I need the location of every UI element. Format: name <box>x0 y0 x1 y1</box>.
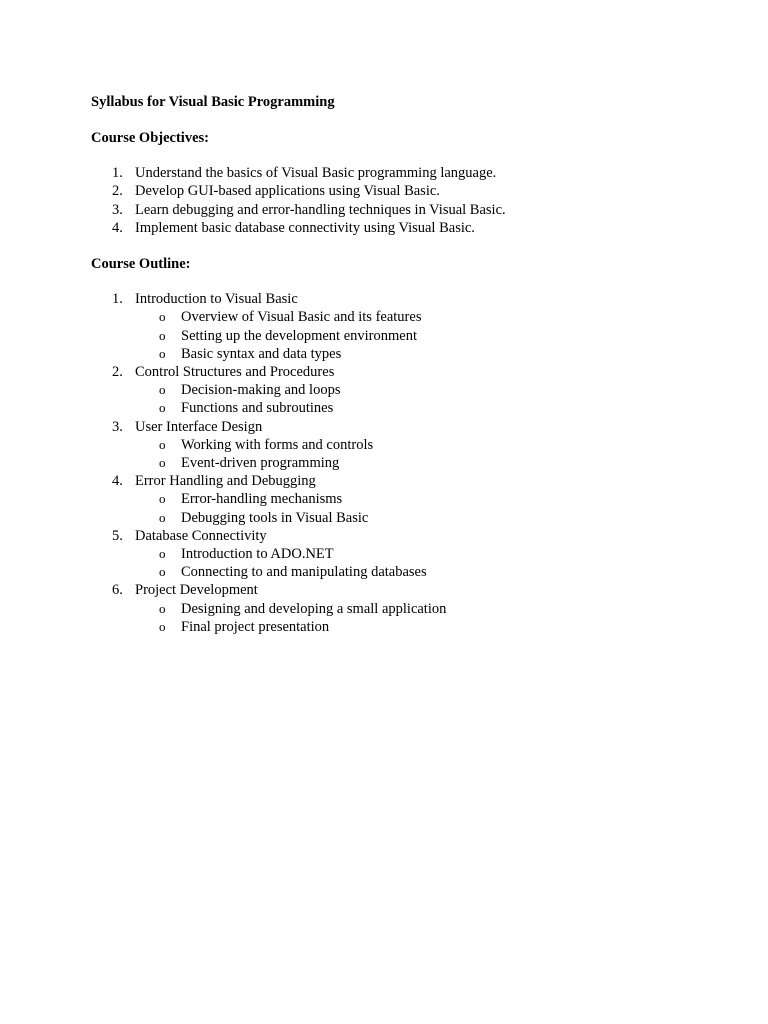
sub-item <box>135 618 711 636</box>
item-text: Develop GUI-based applications using Visual Basic. <box>135 183 440 200</box>
bullet-marker: o <box>159 491 166 507</box>
bullet-marker: o <box>159 436 166 452</box>
sub-list <box>135 600 711 636</box>
sub-item-text: Basic syntax and data types <box>181 345 342 362</box>
sub-list <box>135 381 711 417</box>
sub-item <box>135 509 711 527</box>
bullet-marker: o <box>159 564 166 580</box>
sub-list <box>135 490 711 526</box>
sub-item-text: Event-driven programming <box>181 455 340 472</box>
objectives-heading: Course Objectives: <box>91 129 209 146</box>
sub-item-text: Error-handling mechanisms <box>181 491 343 508</box>
outline-heading: Course Outline: <box>91 255 191 272</box>
item-text: Introduction to Visual Basic <box>135 291 298 308</box>
bullet-marker: o <box>159 382 166 398</box>
bullet-marker: o <box>159 546 166 562</box>
objective-item <box>91 182 711 200</box>
bullet-marker: o <box>159 455 166 471</box>
bullet-marker: o <box>159 400 166 416</box>
sub-item <box>135 545 711 563</box>
item-number: 1. <box>112 165 123 182</box>
item-text: Control Structures and Procedures <box>135 364 335 380</box>
item-number: 3. <box>112 201 123 218</box>
sub-item <box>135 381 711 399</box>
objectives-list <box>91 164 711 237</box>
sub-item-text: Connecting to and manipulating databases <box>181 564 427 581</box>
outline-list <box>91 290 711 636</box>
item-number: 4. <box>112 219 123 236</box>
item-number: 5. <box>112 527 123 544</box>
bullet-marker: o <box>159 327 166 343</box>
item-number: 6. <box>112 582 123 599</box>
sub-item <box>135 600 711 618</box>
sub-list <box>135 545 711 581</box>
sub-item-text: Debugging tools in Visual Basic <box>181 509 369 526</box>
bullet-marker: o <box>159 618 166 634</box>
objective-item <box>91 219 711 237</box>
item-number: 1. <box>112 291 123 308</box>
bullet-marker: o <box>159 309 166 325</box>
sub-item-text: Final project presentation <box>181 618 330 635</box>
sub-item <box>135 345 711 363</box>
sub-item <box>135 490 711 508</box>
item-text: Learn debugging and error-handling techniques in Visual Basic. <box>135 201 506 218</box>
document-title: Syllabus for Visual Basic Programming <box>91 94 335 110</box>
sub-item-text: Setting up the development environment <box>181 327 417 344</box>
outline-item <box>91 472 711 527</box>
sub-list <box>135 308 711 363</box>
document-body <box>91 93 711 636</box>
outline-item <box>91 418 711 473</box>
item-text: Understand the basics of Visual Basic programming language. <box>135 165 497 182</box>
outline-item <box>91 363 711 418</box>
sub-item-text: Overview of Visual Basic and its features <box>181 309 422 326</box>
sub-item <box>135 436 711 454</box>
item-number: 4. <box>112 473 123 490</box>
objective-item <box>91 164 711 182</box>
sub-list <box>135 436 711 472</box>
item-text: Database Connectivity <box>135 527 267 544</box>
item-number: 2. <box>112 183 123 200</box>
sub-item-text: Designing and developing a small application <box>181 600 447 617</box>
item-number: 3. <box>112 418 123 435</box>
sub-item <box>135 454 711 472</box>
item-text: Implement basic database connectivity using Visual Basic. <box>135 219 475 236</box>
item-number: 2. <box>112 364 123 380</box>
item-text: User Interface Design <box>135 418 263 435</box>
outline-item <box>91 527 711 582</box>
sub-item <box>135 399 711 417</box>
item-text: Error Handling and Debugging <box>135 473 316 490</box>
bullet-marker: o <box>159 600 166 616</box>
outline-item <box>91 581 711 636</box>
outline-item <box>91 290 711 363</box>
sub-item <box>135 327 711 345</box>
bullet-marker: o <box>159 509 166 525</box>
sub-item-text: Introduction to ADO.NET <box>181 546 334 563</box>
objective-item <box>91 201 711 219</box>
sub-item <box>135 563 711 581</box>
sub-item-text: Functions and subroutines <box>181 400 334 417</box>
sub-item-text: Working with forms and controls <box>181 436 374 453</box>
item-text: Project Development <box>135 582 258 599</box>
sub-item-text: Decision-making and loops <box>181 382 341 399</box>
sub-item <box>135 308 711 326</box>
bullet-marker: o <box>159 345 166 361</box>
